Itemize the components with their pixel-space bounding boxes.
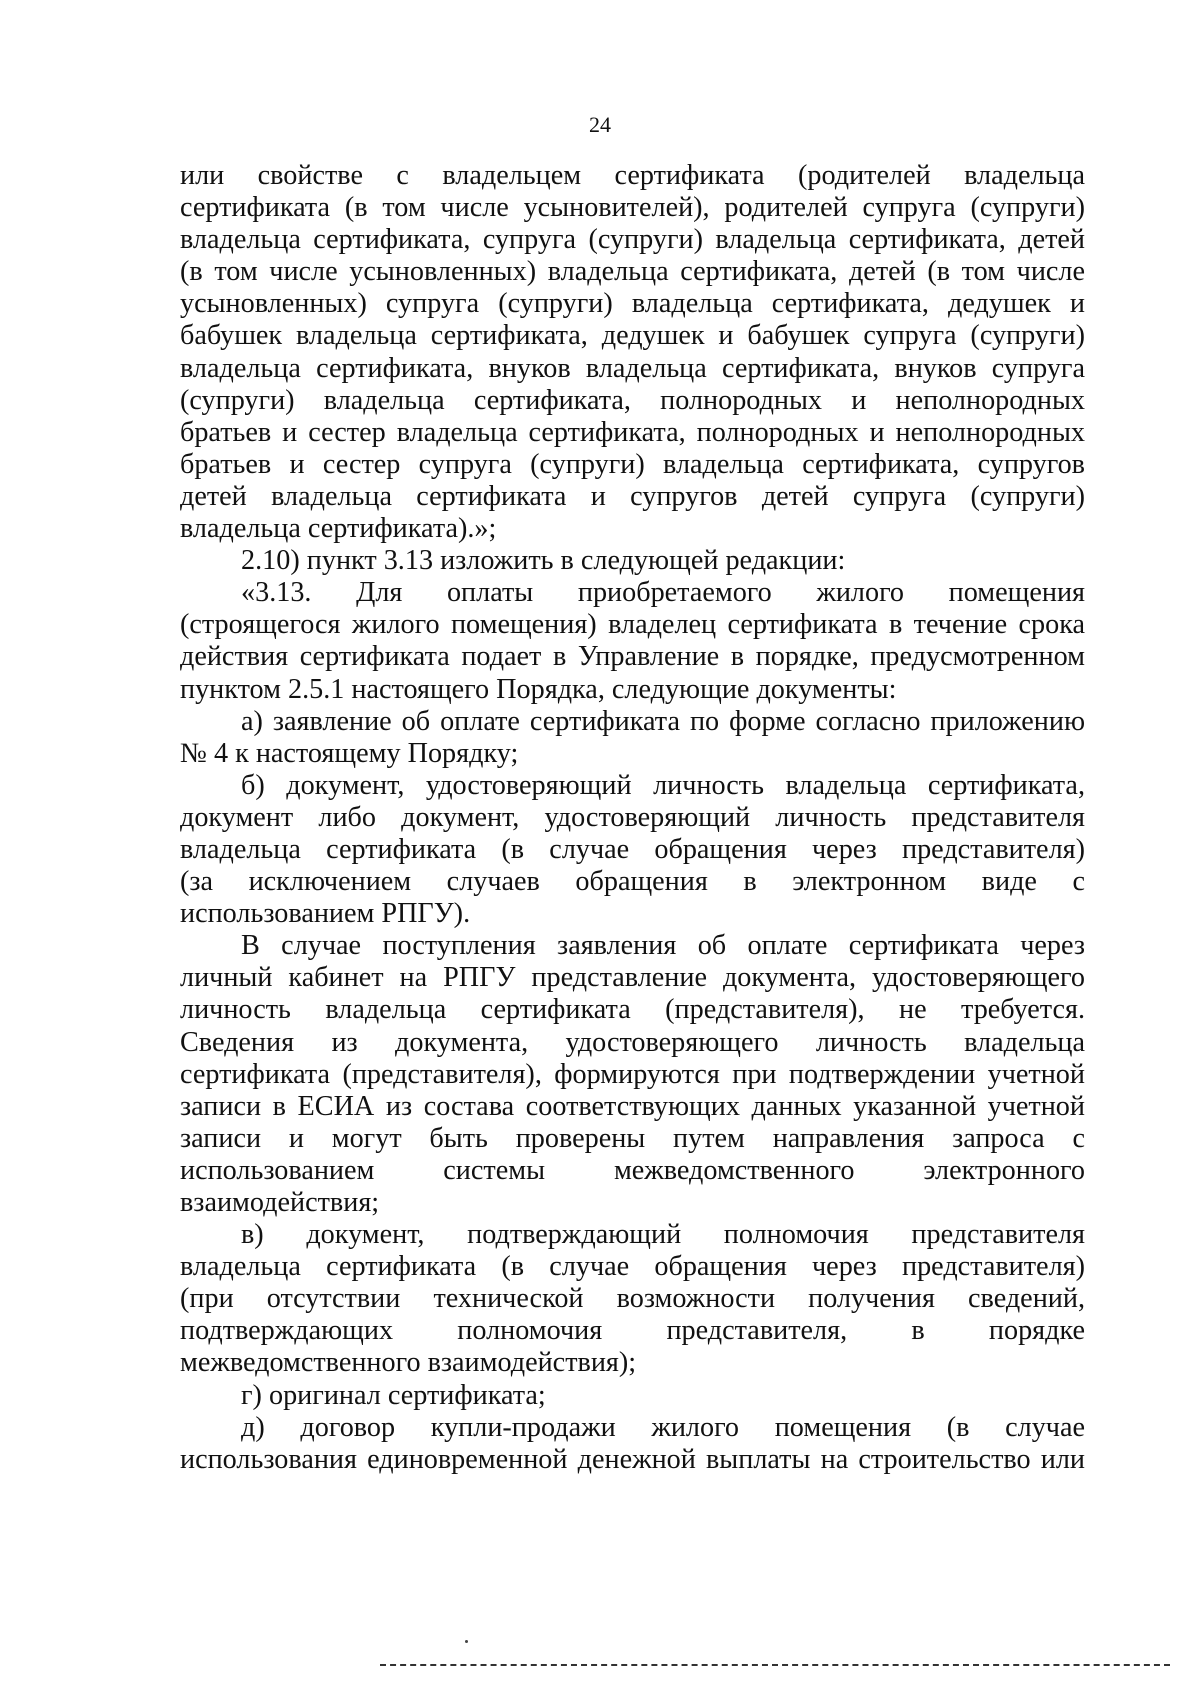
scan-speck [465, 1640, 468, 1643]
text-line: в) документ, подтверждающий полномочия представителя [241, 1219, 1085, 1251]
text-line: (при отсутствии технической возможности получения сведений, [180, 1283, 1085, 1315]
text-line: использования единовременной денежной выплаты на строительство или [180, 1443, 1085, 1475]
page-number: 24 [589, 112, 611, 137]
text-line: или свойстве с владельцем сертификата (родителей владельца [180, 160, 1085, 191]
text-line: подтверждающих полномочия представителя, в порядке [180, 1315, 1085, 1347]
text-line: (супруги) владельца сертификата, полнородных и неполнородных [180, 384, 1085, 416]
text-line: сертификата (в том числе усыновителей), родителей супруга (супруги) [180, 192, 1085, 224]
text-line: владельца сертификата (в случае обращения через представителя) [180, 1251, 1085, 1283]
text-line: В случае поступления заявления об оплате сертификата через [241, 930, 1085, 962]
bottom-rule [380, 1664, 1170, 1666]
text-line: д) договор купли-продажи жилого помещения (в случае [241, 1411, 1085, 1443]
text-line: Сведения из документа, удостоверяющего личность владельца [180, 1026, 1085, 1058]
text-line: № 4 к настоящему Порядку; [180, 737, 519, 769]
text-line: личность владельца сертификата (представителя), не требуется. [180, 994, 1085, 1026]
text-line: владельца сертификата (в случае обращения через представителя) [180, 833, 1085, 865]
text-line: бабушек владельца сертификата, дедушек и бабушек супруга (супруги) [180, 320, 1085, 352]
text-line: пунктом 2.5.1 настоящего Порядка, следующие документы: [180, 673, 897, 705]
text-line: братьев и сестер владельца сертификата, полнородных и неполнородных [180, 416, 1085, 448]
text-line: братьев и сестер супруга (супруги) владельца сертификата, супругов [180, 448, 1085, 480]
text-line: г) оригинал сертификата; [241, 1379, 546, 1411]
text-line: использованием системы межведомственного электронного [180, 1154, 1085, 1186]
text-line: личный кабинет на РПГУ представление документа, удостоверяющего [180, 962, 1085, 994]
text-line: действия сертификата подает в Управление в порядке, предусмотренном [180, 641, 1085, 673]
text-line: использованием РПГУ). [180, 898, 471, 930]
text-line: владельца сертификата).»; [180, 513, 497, 545]
text-line: детей владельца сертификата и супругов детей супруга (супруги) [180, 480, 1085, 512]
text-line: усыновленных) супруга (супруги) владельца сертификата, дедушек и [180, 288, 1085, 320]
text-line: «3.13. Для оплаты приобретаемого жилого помещения [241, 577, 1085, 609]
text-line: записи в ЕСИА из состава соответствующих данных указанной учетной [180, 1090, 1085, 1122]
text-line: б) документ, удостоверяющий личность владельца сертификата, [241, 769, 1085, 801]
text-line: 2.10) пункт 3.13 изложить в следующей редакции: [241, 545, 846, 577]
text-line: взаимодействия; [180, 1187, 380, 1218]
text-line: а) заявление об оплате сертификата по форме согласно приложению [241, 705, 1085, 737]
text-line: владельца сертификата, супруга (супруги) владельца сертификата, детей [180, 224, 1085, 256]
text-line: сертификата (представителя), формируются при подтверждении учетной [180, 1058, 1085, 1090]
text-line: межведомственного взаимодействия); [180, 1347, 637, 1379]
text-line: (в том числе усыновленных) владельца сертификата, детей (в том числе [180, 256, 1085, 288]
text-line: документ либо документ, удостоверяющий личность представителя [180, 801, 1085, 833]
text-line: владельца сертификата, внуков владельца сертификата, внуков супруга [180, 352, 1085, 384]
document-body [180, 160, 1085, 1476]
text-line: (строящегося жилого помещения) владелец сертификата в течение срока [180, 609, 1085, 641]
text-line: (за исключением случаев обращения в электронном виде с [180, 866, 1085, 898]
text-line: записи и могут быть проверены путем направления запроса с [180, 1122, 1085, 1154]
